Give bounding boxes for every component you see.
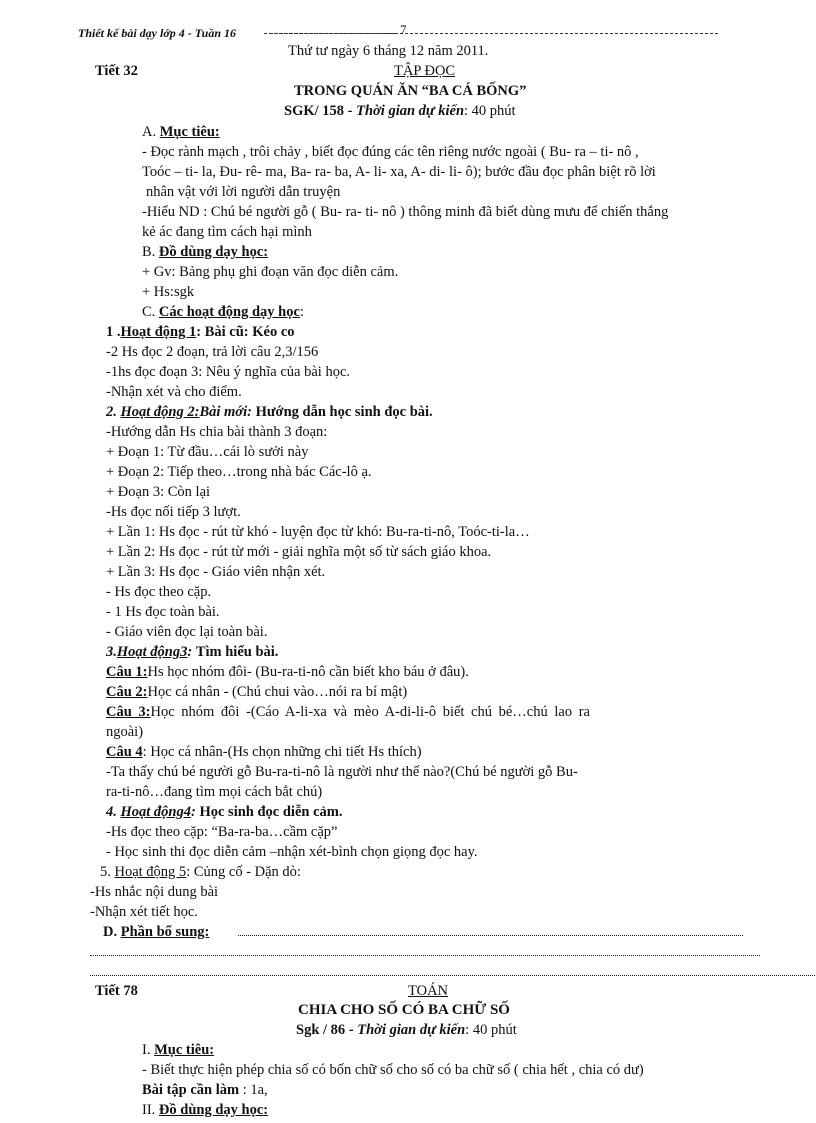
- section-b-title: Đồ dùng dạy học:: [158, 244, 269, 260]
- activity-3-heading: [106, 643, 278, 661]
- activity-line: - Giáo viên đọc lại toàn bài.: [106, 624, 268, 640]
- section-d-heading: [103, 923, 209, 941]
- activity-1-heading: [106, 323, 295, 341]
- section-ii-heading: [142, 1101, 268, 1119]
- activity-2-rest: Bài mới:: [199, 404, 256, 420]
- activity-3-rest: Tìm hiểu bài.: [195, 644, 279, 660]
- question-line: [106, 663, 469, 681]
- ref-book: Sgk / 86 -: [296, 1022, 358, 1038]
- notes-dotted-line: [90, 945, 760, 956]
- question-text: Học nhóm đôi -(Cáo A-li-xa và mèo A-di-li-ô biết chú bé…chú lao ra: [150, 704, 590, 720]
- materials-line: + Hs:sgk: [142, 284, 195, 300]
- question-label: Câu 2:: [106, 684, 148, 700]
- activity-line: -Hs đọc nối tiếp 3 lượt.: [106, 504, 241, 520]
- activity-line: + Đoạn 2: Tiếp theo…trong nhà bác Các-lô ạ.: [106, 464, 372, 480]
- section-i-heading: [142, 1041, 214, 1059]
- activity-line: - Học sinh thi đọc diễn cảm –nhận xét-bình chọn giọng đọc hay.: [106, 844, 478, 860]
- period-label: Tiết 32: [95, 63, 138, 79]
- question-line: -Ta thấy chú bé người gỗ Bu-ra-ti-nô là người như thế nào?(Chú bé người gỗ Bu-: [106, 764, 578, 780]
- activity-5-title: Hoạt động 5: [114, 864, 187, 880]
- activity-4-colon: :: [191, 804, 200, 820]
- section-a-title: Mục tiêu:: [159, 124, 220, 140]
- notes-dotted-line: [238, 925, 743, 936]
- notes-dotted-line: [90, 965, 815, 976]
- activity-line: -Nhận xét tiết học.: [90, 904, 198, 920]
- question-label: Câu 4: [106, 744, 143, 760]
- ref-time-label: Thời gian dự kiến: [356, 103, 465, 119]
- section-b-prefix: B.: [142, 244, 159, 260]
- section-d-title: Phần bổ sung:: [120, 924, 210, 940]
- activity-4-title: Hoạt động4: [120, 804, 191, 820]
- activity-1-title: Hoạt động 1: [120, 324, 197, 340]
- exercise-value: : 1a,: [239, 1082, 268, 1098]
- activity-3-colon: :: [187, 644, 196, 660]
- section-i-prefix: I.: [142, 1042, 155, 1058]
- activity-line: -Nhận xét và cho điểm.: [106, 384, 242, 400]
- activity-line: - Hs đọc theo cặp.: [106, 584, 212, 600]
- question-line: [106, 703, 590, 721]
- materials-line: + Gv: Bảng phụ ghi đoạn văn đọc diễn cảm.: [142, 264, 399, 280]
- activity-line: -Hướng dẫn Hs chia bài thành 3 đoạn:: [106, 424, 328, 440]
- activity-3-title: Hoạt động3: [116, 644, 188, 660]
- exercise-line: [142, 1081, 268, 1099]
- lesson-date: Thứ tư ngày 6 tháng 12 năm 2011.: [288, 43, 489, 59]
- activity-2-title: Hoạt động 2:: [120, 404, 200, 420]
- objective-line: - Biết thực hiện phép chia số có bốn chữ số cho số có ba chữ số ( chia hết , chia có dư): [142, 1062, 644, 1078]
- activity-line: + Đoạn 3: Còn lại: [106, 484, 211, 500]
- question-line: [106, 743, 422, 761]
- section-d-prefix: D.: [103, 924, 121, 940]
- period-label: Tiết 78: [95, 983, 138, 999]
- ref-time-value: : 40 phút: [465, 1022, 517, 1038]
- lesson-title: CHIA CHO SỐ CÓ BA CHỮ SỐ: [298, 1002, 510, 1018]
- activity-4-rest: Học sinh đọc diễn cảm.: [199, 804, 343, 820]
- section-c-heading: [142, 303, 304, 321]
- activity-5-rest: : Củng cố - Dặn dò:: [186, 864, 301, 880]
- activity-5-number: 5.: [100, 864, 115, 880]
- ref-time-label: Thời gian dự kiến: [357, 1022, 466, 1038]
- header-rule-right: [270, 33, 718, 34]
- section-c-title: Các hoạt động dạy học: [158, 304, 300, 320]
- activity-2-heading: [106, 403, 433, 421]
- page-number: 7: [400, 22, 407, 37]
- running-header: Thiết kế bài dạy lớp 4 - Tuần 16: [78, 26, 236, 40]
- activity-1-rest: : Bài cũ: Kéo co: [196, 324, 295, 340]
- section-c-prefix: C.: [142, 304, 159, 320]
- activity-line: -Hs đọc theo cặp: “Ba-ra-ba…cầm cặp”: [106, 824, 338, 840]
- section-a-prefix: A.: [142, 124, 160, 140]
- question-line: ra-ti-nô…đang tìm mọi cách bắt chú): [106, 784, 323, 800]
- activity-3-number: 3.: [106, 644, 117, 660]
- objective-line: -Hiểu ND : Chú bé người gỗ ( Bu- ra- ti- nô ) thông minh đã biết dùng mưu để chiến thắng: [142, 204, 669, 220]
- section-c-colon: :: [299, 304, 304, 320]
- activity-2-number: 2.: [106, 404, 121, 420]
- section-ii-title: Đồ dùng dạy học:: [158, 1102, 269, 1118]
- section-b-heading: [142, 243, 268, 261]
- activity-line: -1hs đọc đoạn 3: Nêu ý nghĩa của bài học.: [106, 364, 351, 380]
- activity-5-heading: [100, 863, 301, 881]
- objective-line: Toóc – ti- la, Đu- rê- ma, Ba- ra- ba, A- li- xa, A- di- li- ô); bước đầu đọc phân biệt rõ lời: [142, 164, 656, 180]
- section-a-heading: [142, 123, 220, 141]
- activity-line: - 1 Hs đọc toàn bài.: [106, 604, 220, 620]
- exercise-label: Bài tập cần làm: [142, 1082, 240, 1098]
- question-line: [106, 683, 407, 701]
- question-text: : Học cá nhân-(Hs chọn những chi tiết Hs thích): [142, 744, 422, 760]
- question-label: Câu 1:: [106, 664, 148, 680]
- activity-4-heading: [106, 803, 342, 821]
- objective-line: nhân vật với lời người dẫn truyện: [146, 184, 341, 200]
- section-i-title: Mục tiêu:: [154, 1042, 215, 1058]
- section-ii-prefix: II.: [142, 1102, 159, 1118]
- subject-heading: TOÁN: [408, 983, 449, 999]
- activity-line: -Hs nhắc nội dung bài: [90, 884, 219, 900]
- question-line: ngoài): [106, 724, 144, 740]
- activity-line: + Lần 1: Hs đọc - rút từ khó - luyện đọc từ khó: Bu-ra-ti-nô, Toóc-ti-la…: [106, 524, 530, 540]
- question-label: Câu 3:: [106, 704, 151, 720]
- ref-book: SGK/ 158 -: [284, 103, 357, 119]
- activity-line: + Lần 2: Hs đọc - rút từ mới - giải nghĩa một số từ sách giáo khoa.: [106, 544, 492, 560]
- activity-line: + Đoạn 1: Từ đầu…cái lò sưởi này: [106, 444, 309, 460]
- activity-line: -2 Hs đọc 2 đoạn, trả lời câu 2,3/156: [106, 344, 319, 360]
- objective-line: - Đọc rành mạch , trôi chảy , biết đọc đúng các tên riêng nước ngoài ( Bu- ra – ti- nô ,: [142, 144, 639, 160]
- question-text: Học cá nhân - (Chú chui vào…nói ra bí mật): [147, 684, 408, 700]
- activity-4-number: 4.: [106, 804, 121, 820]
- question-text: Hs học nhóm đôi- (Bu-ra-ti-nô cần biết kho báu ở đâu).: [147, 664, 469, 680]
- lesson-reference: [284, 102, 516, 120]
- ref-time-value: : 40 phút: [464, 103, 516, 119]
- activity-line: + Lần 3: Hs đọc - Giáo viên nhận xét.: [106, 564, 326, 580]
- activity-2-rest: Hướng dẫn học sinh đọc bài.: [255, 404, 433, 420]
- subject-heading: TẬP ĐỌC: [394, 63, 456, 79]
- activity-1-number: 1 .: [106, 324, 121, 340]
- objective-line: kẻ ác đang tìm cách hại mình: [142, 224, 312, 240]
- lesson-title: TRONG QUÁN ĂN “BA CÁ BỐNG”: [294, 83, 527, 99]
- lesson-reference: [296, 1021, 517, 1039]
